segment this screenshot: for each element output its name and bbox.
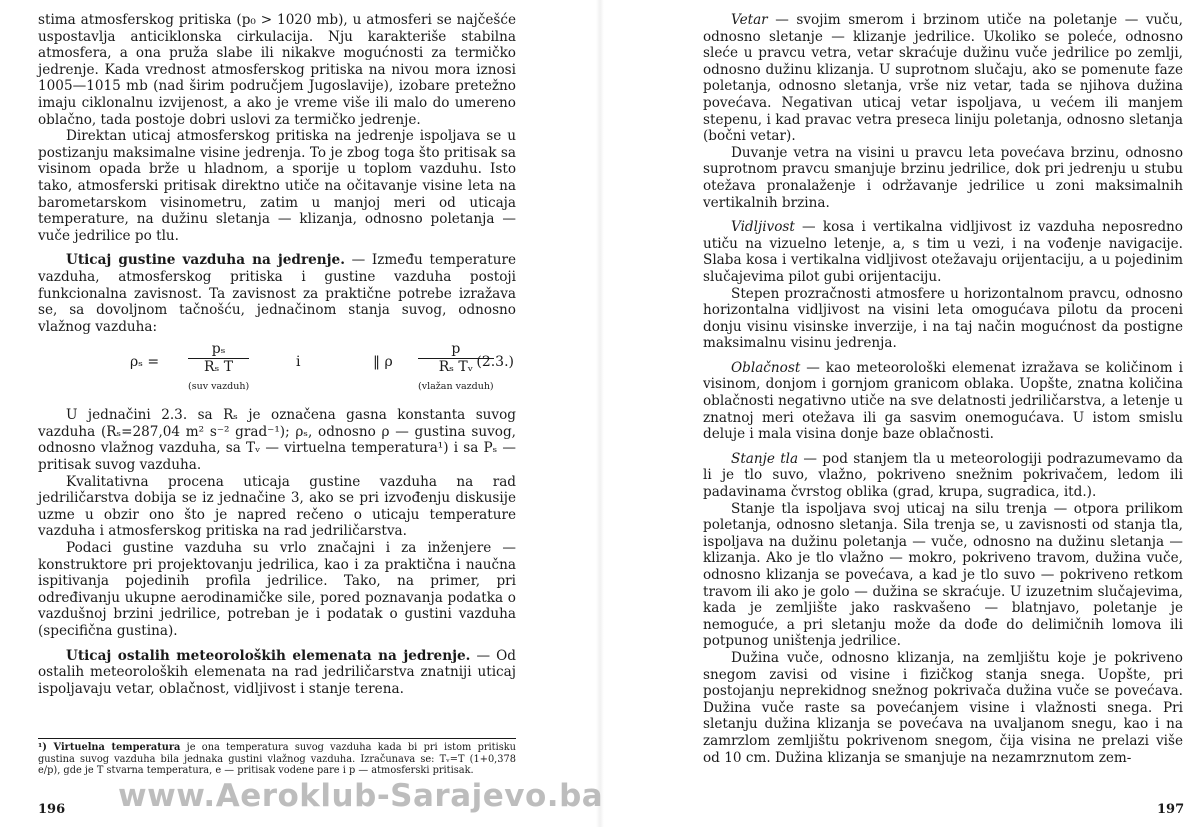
equation-conjunction: i [296, 354, 301, 371]
dry-air-caption: (suv vazduh) [188, 381, 250, 393]
dry-air-lhs: ρₛ = [130, 354, 160, 371]
right-block-ground [703, 451, 1183, 501]
visibility-text: — kosa i vertikalna vidljivost iz vazduha neposredno utiču na vizuelno letenje, a, s tim u vezi, i na vođenje navigacije. Slaba kosa i vertikalna vidljivost otežavaju orijentaciju, a u pojedinim slučajevima pilot gubi orijentaciju. [703, 219, 1183, 285]
moist-air-denominator: Rₛ Tᵥ [438, 358, 473, 375]
wind-text: — svojim smerom i brzinom utiče na poletanje — vuču, odnosno sletanje — klizanje jedrilice. Ukoliko se poleće, odnosno sleće u pravcu vetra, vetar skraćuje dužinu vuče jedrilice po zemlji, odnosno dužinu klizanja. U suprotnom slučaju, ako se pomenute faze poletanja, odnosno sletanja, vrše niz vetar, tada se njihova dužina povećava. Negativan uticaj vetar ispoljava, u većem ili manjem stepenu, i kad pravac vetra preseca liniju poletanja, odnosno sletanja (bočni vetar). [703, 12, 1183, 145]
section-air-density-text: — Između temperature vazduha, atmosferskog pritiska i gustine vazduha postoji funkcionalna zavisnost. Ta zavisnost za praktične potrebe izražava se, sa dovoljnom tačnošću, jednačinom stanja suvog, odnosno vlažnog vazduha: [38, 252, 516, 335]
right-page-body [703, 12, 1183, 766]
left-paragraph-2: Direktan uticaj atmosferskog pritiska na jedrenje ispoljava se u postizanju maksimalne visine jedrenja. To je zbog toga što pritisak sa visinom opada brže u hladnom, a sporije u toplom vazduhu. Isto tako, atmosferski pritisak direktno utiče na očitavanje visine leta na barometarskom visinometru, zatim u manjoj meri od uticaja temperature, na dužinu sletanja — klizanja, odnosno poletanja — vuče jedrilice po tlu. [38, 128, 516, 244]
section-other-elements [38, 648, 516, 698]
moist-air-caption: (vlažan vazduh) [418, 381, 494, 393]
dry-air-denominator: Rₛ T [204, 358, 234, 375]
page-number-left: 196 [38, 802, 66, 817]
equation-2-3 [38, 341, 516, 403]
right-block-ground-2: Stanje tla ispoljava svoj uticaj na silu trenja — otpora prilikom poletanja, odnosno sletanja. Sila trenja se, u zavisnosti od stanja tla, ispoljava na dužinu poletanja — vuče, odnosno na dužinu sletanja — klizanja. Ako je tlo vlažno — mokro, pokriveno travom, dužina vuče, odnosno klizanja se povećava, a kad je tlo suvo — pokriveno retkom travom ili ako je golo — dužina se skraćuje. U izuzetnim slučajevima, kada je zemljište jako raskvašeno — blatnjavo, poletanje je nemoguće, a pri sletanju može da dođe do delimičnih lomova ili potpunog uništenja jedrilice. [703, 500, 1183, 650]
watermark-url: www.Aeroklub-Sarajevo.ba [118, 778, 604, 814]
term-wind: Vetar [731, 12, 768, 28]
right-block-snow: Dužina vuče, odnosno klizanja, na zemljištu koje je pokriveno snegom zavisi od visine i fizičkog stanja snega. Uopšte, pri postojanju neprekidnog snežnog pokrivača dužina vuče se povećava. Dužina vuče raste sa povećanjem visine i vlažnosti snega. Pri sletanju dužina klizanja se povećava na uvaljanom snegu, kao i na zamrzlom zemljištu pokrivenom snegom, čija visina ne prelazi više od 10 cm. Dužina klizanja se smanjuje na nezamrznutom zem- [703, 649, 1183, 766]
dry-air-numerator: pₛ [188, 341, 249, 359]
left-paragraph-5: Podaci gustine vazduha su vrlo značajni i za inženjere — konstruktore pri projektovanju jedrilica, kao i za praktična i naučna ispitivanja pojedinih profila jedrilice. Tako, na primer, pri određivanju ukupne aerodinamičke sile, pored poznavanja podatka o vazdušnoj brzini jedrilice, potreban je i podatak o gustini vazduha (specifična gustina). [38, 540, 516, 639]
section-other-elements-heading: Uticaj ostalih meteoroloških elemenata na jedrenje. [66, 647, 471, 664]
section-air-density [38, 252, 516, 335]
term-cloudiness: Oblačnost [731, 359, 801, 376]
right-block-cloudiness [703, 360, 1183, 443]
footnote-term: ¹) Virtuelna temperatura [38, 742, 181, 753]
footnote [38, 738, 516, 777]
equation-number: (2.3.) [476, 354, 514, 371]
term-visibility: Vidljivost [731, 219, 795, 236]
right-block-visibility [703, 219, 1183, 285]
ground-text: — pod stanjem tla u meteorologiji podrazumevamo da li je tlo suvo, vlažno, pokriveno snežnim pokrivačem, ledom ili padavinama čvrstog oblika (grad, krupa, sugradica, itd.). [703, 450, 1183, 501]
moist-air-numerator: p [418, 341, 494, 359]
moist-air-lhs: ‖ ρ [373, 354, 393, 371]
left-paragraph-4: Kvalitativna procena uticaja gustine vazduha na rad jedriličarstva dobija se iz jednačine 3, ako se pri izvođenju diskusije uzme u obzir ono što je napred rečeno o uticaju temperature vazduha i atmosferskog pritiska na rad jedriličarstva. [38, 473, 516, 540]
footnote-text: je ona temperatura suvog vazduha kada bi pri istom pritisku gustina suvog vazduha bila jednaka gustini vlažnog vazduha. Izračunava se: Tᵥ=T (1+0,378 e/p), gde je T stvarna temperatura, e — pritisak vodene pare i p — atmosferski pritisak. [38, 742, 516, 777]
right-block-wind-2: Duvanje vetra na visini u pravcu leta povećava brzinu, odnosno suprotnom pravcu smanjuje brzinu jedrilice, dok pri jedrenju u stubu otežava pronalaženje i održavanje jedrilice u zoni maksimalnih vertikalnih brzina. [703, 144, 1183, 211]
left-paragraph-3: U jednačini 2.3. sa Rₛ je označena gasna konstanta suvog vazduha (Rₛ=287,04 m² s⁻² grad⁻¹); ρₛ, odnosno ρ — gustina suvog, odnosno vlažnog vazduha, sa Tᵥ — virtuelna temperatura¹) i sa Pₛ — pritisak suvog vazduha. [38, 407, 516, 474]
dry-air-fraction [130, 341, 250, 396]
left-page-body [38, 12, 516, 697]
section-air-density-heading: Uticaj gustine vazduha na jedrenje. [66, 252, 345, 269]
page-number-right: 197 [1157, 802, 1185, 817]
right-block-visibility-2: Stepen prozračnosti atmosfere u horizontalnom pravcu, odnosno horizontalna vidljivost na visini leta omogućava pilotu da proceni donju visinu visinske inverzije, i na taj način mogućnost da postigne maksimalnu visinu jedrenja. [703, 285, 1183, 352]
left-paragraph-1: stima atmosferskog pritiska (p₀ > 1020 mb), u atmosferi se najčešće uspostavlja anticiklonska cirkulacija. Nju karakteriše stabilna atmosfera, a ona pruža slabe ili nikakve mogućnosti za termičko jedrenje. Kada vrednost atmosferskog pritiska na nivou mora iznosi 1005—1015 mb (nad širim područjem Jugoslavije), izobare pretežno imaju ciklonalnu izvijenost, a ako je vreme više ili malo do umereno oblačno, tada postoje dobri uslovi za termičko jedrenje. [38, 12, 516, 128]
section-other-elements-text: — Od ostalih meteoroloških elemenata na rad jedriličarstva znatniji uticaj ispoljavaju vetar, oblačnost, vidljivost i stanje terena. [38, 647, 516, 697]
cloudiness-text: — kao meteorološki elemenat izražava se količinom i visinom, donjom i gornjom granicom oblaka. Uopšte, znatna količina oblačnosti negativno utiče na sve delatnosti jedriličarstva, a letenje u znatnoj meri otežava ili ga sasvim onemogućava. U istom smislu deluje i mala visina donje baze oblačnosti. [703, 359, 1183, 443]
term-ground: Stanje tla [731, 450, 799, 467]
right-block-wind [703, 12, 1183, 145]
